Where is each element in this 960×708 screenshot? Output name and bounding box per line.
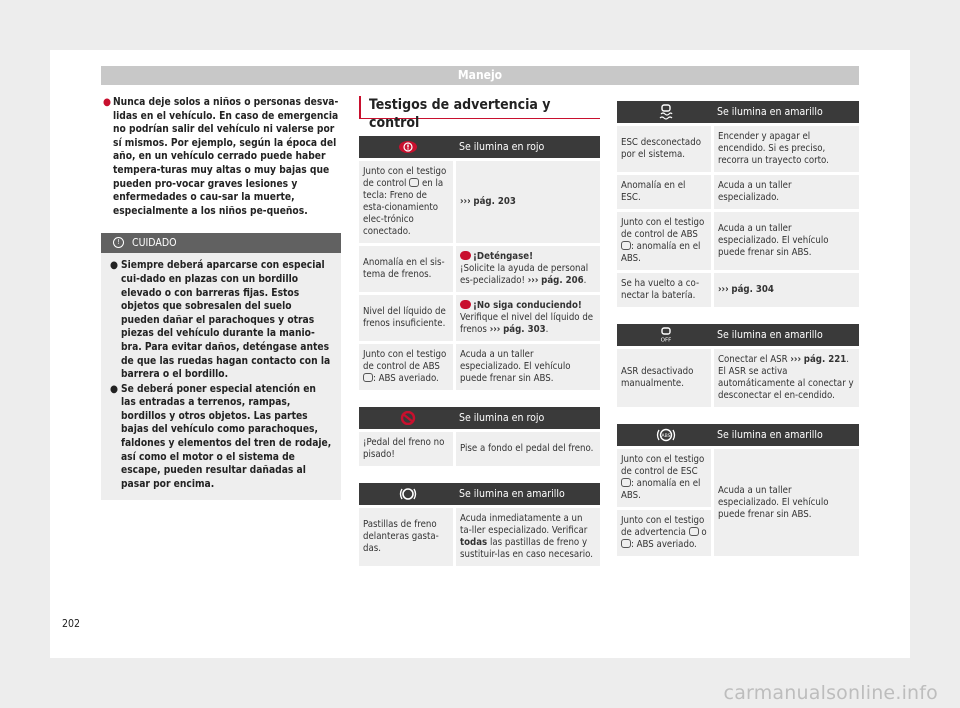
esc-icon <box>659 104 673 120</box>
table-head-text: Se ilumina en rojo <box>456 136 600 158</box>
caution-title: CUIDADO <box>132 237 177 250</box>
table-row: Junto con el testigo de control de ABS : ABS averiado. Acuda a un taller especializado. El vehículo puede frenar sin ABS. <box>359 341 600 390</box>
stop-warning-icon <box>460 251 471 260</box>
bullet-icon: ● <box>110 260 118 272</box>
page-ref[interactable]: pág. 221 <box>803 354 847 365</box>
table-row: Junto con el testigo de control de ESC : anomalía en el ABS. Acuda a un taller especializado. El vehículo puede frenar sin ABS. <box>617 446 859 507</box>
brake-warning-icon <box>398 140 418 154</box>
table-row: Junto con el testigo de control de ABS : anomalía en el ABS. Acuda a un taller especializado. El vehículo puede frenar sin ABS. <box>617 209 859 270</box>
exclamation-circle-icon: ! <box>113 237 124 248</box>
caution-body <box>101 253 341 500</box>
table-row: Se ha vuelto a co-nectar la batería. ››› pág. 304 <box>617 270 859 307</box>
section-title: Testigos de advertencia y control <box>359 96 600 119</box>
brake-pedal-red-table: Se ilumina en rojo ¡Pedal del freno no pisado! Pise a fondo el pedal del freno. <box>359 407 600 466</box>
table-row: Anomalía en el ESC. Acuda a un taller especializado. <box>617 172 859 209</box>
page-ref[interactable]: pág. 303 <box>503 324 546 335</box>
abs-icon <box>363 373 373 382</box>
table-row: Pastillas de freno delanteras gasta-das. Acuda inmediatamente a un ta-ller especializado. Verificar todas las pastillas de freno y sustituir-las en caso necesario. <box>359 505 600 566</box>
middle-column <box>359 96 600 583</box>
abs-icon <box>621 241 631 250</box>
table-row: ESC desconectado por el sistema. Encender y apagar el encendido. Si es preciso, recorra un trayecto corto. <box>617 123 859 172</box>
page-ref[interactable]: pág. 206 <box>541 275 584 286</box>
svg-text:OFF: OFF <box>660 337 671 343</box>
table-row: Nivel del líquido de frenos insuficiente. ¡No siga conduciendo! Verifique el nivel del líquido de frenos ››› pág. 303. <box>359 292 600 341</box>
caution-header <box>101 233 341 253</box>
table-row: Anomalía en el sis-tema de frenos. ¡Deténgase! ¡Solicite la ayuda de personal es-pecializado! ››› pág. 206. <box>359 243 600 292</box>
parking-brake-icon <box>409 178 419 187</box>
brake-pads-yellow-table: Se ilumina en amarillo Pastillas de freno delanteras gasta-das. Acuda inmediatamente a un ta-ller especializado. Verificar todas las pastillas de freno y sustituir-las en caso necesario. <box>359 483 600 566</box>
brake-pad-icon <box>399 487 417 501</box>
caution-box <box>101 233 341 500</box>
warning-block <box>101 96 341 218</box>
table-row: Junto con el testigo de advertencia o : ABS averiado. <box>617 507 859 556</box>
abs-warning-icon <box>656 428 676 442</box>
esc-yellow-table: Se ilumina en amarillo ESC desconectado por el sistema. Encender y apagar el encendido. Si es preciso, recorra un trayecto corto. Anomalía en el ESC. Acuda a un taller especializado. Junto con el testigo de control de ABS : anomalía en el ABS. Acuda a un taller especializado. El vehículo puede frenar sin ABS. Se ha vuelto a co-nectar la batería. ››› pág. 304 <box>617 101 859 307</box>
stop-warning-icon <box>460 300 471 309</box>
ref-arrows: ››› <box>460 196 471 207</box>
foot-brake-icon <box>399 411 417 425</box>
left-column <box>101 96 341 500</box>
page-ref[interactable]: pág. 203 <box>473 196 516 207</box>
abs-yellow-table: ABS Se ilumina en amarillo Junto con el testigo de control de ESC : anomalía en el ABS. Acuda a un taller especializado. El vehículo puede frenar sin ABS. Junto con el testigo de advertencia o : ABS averiado. <box>617 424 859 556</box>
warning-text: Nunca deje solos a niños o personas desva-lidas en el vehículo. En caso de emergencia no podrían salir del vehículo ni valerse por sí mismos. Por ejemplo, según la época del año, en un vehículo cerrado puede haber tempera-turas muy altas o muy bajas que pueden pro-vocar graves lesiones y enfermedades o cau-sar la muerte, especialmente a los niños pe-queños. <box>113 97 339 217</box>
table-icon-cell <box>359 136 456 158</box>
chapter-header: Manejo <box>101 66 859 85</box>
table-row: ASR desactivado manualmente. Conectar el ASR ››› pág. 221. El ASR se activa automáticamente al conectar y desconectar el en-cendido. <box>617 346 859 407</box>
bullet-icon: ● <box>110 383 118 395</box>
asr-yellow-table: OFF Se ilumina en amarillo ASR desactivado manualmente. Conectar el ASR ››› pág. 221. El ASR se activa automáticamente al conectar y desconectar el en-cendido. <box>617 324 859 407</box>
page-ref[interactable]: pág. 304 <box>731 284 774 295</box>
brake-small-icon <box>689 527 699 536</box>
caution-item: ● Se deberá poner especial atención en las entradas a terrenos, rampas, bordillos y otros objetos. Las partes bajas del vehículo como parachoques, faldones y elementos del tren de rodaje, así como el motor o el sistema de escape, pueden resultar dañadas al pasar por encima. <box>110 383 332 490</box>
table-row: ¡Pedal del freno no pisado! Pise a fondo el pedal del freno. <box>359 429 600 466</box>
watermark: carmanualsonline.info <box>723 682 938 704</box>
asr-off-icon <box>659 327 673 343</box>
table-row: Junto con el testigo de control en la tecla: Freno de esta-cionamiento elec-trónico conectado. ››› pág. 203 <box>359 158 600 243</box>
brake-warning-red-table <box>359 136 600 390</box>
right-column <box>617 101 859 573</box>
svg-text:ABS: ABS <box>661 434 670 439</box>
bullet-icon: ● <box>103 97 111 108</box>
page-number: 202 <box>62 618 81 630</box>
abs-small-icon <box>621 539 631 548</box>
caution-item: ● Siempre deberá aparcarse con especial cui-dado en plazas con un bordillo elevado o con barreras fijas. Estos objetos que sobresalen del suelo pueden dañar el parachoques y otras piezas del vehículo durante la manio-bra. Para evitar daños, deténgase antes de que las ruedas hagan contacto con la barrera o el bordillo. <box>110 260 331 381</box>
esc-small-icon <box>621 478 631 487</box>
